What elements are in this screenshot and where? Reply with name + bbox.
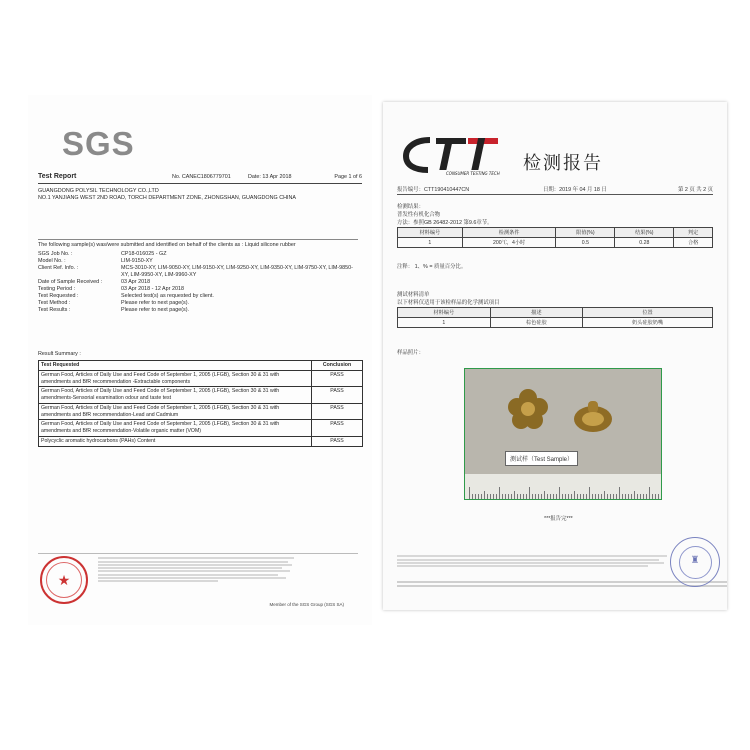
photo-label: 样品照片： xyxy=(397,350,424,356)
field-row xyxy=(38,265,358,279)
ruler-tick xyxy=(634,491,635,499)
ruler-tick xyxy=(622,494,623,499)
ruler-tick xyxy=(568,494,569,499)
star-icon: ★ xyxy=(57,571,71,588)
client-address: NO.1 YANJIANG WEST 2ND ROAD, TORCH DEPARTMENT ZONE, ZHONGSHAN, GUANGDONG CHINA xyxy=(38,195,296,202)
ruler-tick xyxy=(613,494,614,499)
field-row xyxy=(38,286,358,293)
ctt-logo xyxy=(400,134,510,178)
field-row xyxy=(38,293,358,300)
ruler-tick xyxy=(580,494,581,499)
table-cell: 0.5 xyxy=(556,238,615,248)
test-requested-cell: Polycyclic aromatic hydrocarbons (PAHs) Content xyxy=(39,436,312,446)
table-row xyxy=(398,318,713,328)
field-label: Test Results : xyxy=(38,307,71,314)
table-header-cell: 判定 xyxy=(674,228,713,238)
table-cell: 合格 xyxy=(674,238,713,248)
ruler-tick xyxy=(592,494,593,499)
ruler-tick xyxy=(487,494,488,499)
field-value: MCS-3010-XY, LIM-9050-XY, LIM-9150-XY, LIM-9250-XY, LIM-9350-XY, LIM-9750-XY, LIM-9850-XY, LIM-9950-XY, LIM-9960-XY xyxy=(121,265,353,279)
conclusion-cell: PASS xyxy=(312,403,363,420)
ruler-tick xyxy=(652,494,653,499)
material-table xyxy=(397,307,713,328)
ruler-tick xyxy=(586,494,587,499)
ruler-tick xyxy=(544,491,545,499)
ruler-tick xyxy=(559,487,560,499)
table-header-cell: 结果(%) xyxy=(615,228,674,238)
conclusion-cell: PASS xyxy=(312,420,363,437)
ruler-tick xyxy=(529,487,530,499)
ruler-tick xyxy=(502,494,503,499)
report-title-cn: 检测报告 xyxy=(523,153,603,174)
result-label: 检测结果： xyxy=(397,204,424,210)
ruler-tick xyxy=(469,487,470,499)
client-address-block xyxy=(38,188,348,202)
table-header-cell: 描述 xyxy=(490,308,583,318)
table-cell: 1 xyxy=(398,238,463,248)
conclusion-cell: PASS xyxy=(312,387,363,404)
report-meta xyxy=(397,185,713,195)
ruler-tick xyxy=(493,494,494,499)
ruler-tick xyxy=(562,494,563,499)
field-row xyxy=(38,279,358,286)
ruler-tick xyxy=(640,494,641,499)
ruler-tick xyxy=(577,494,578,499)
result-summary-table xyxy=(38,360,363,447)
report-date: 日期：2019 年 04 月 18 日 xyxy=(543,187,607,193)
terms-fine-print xyxy=(98,556,298,584)
sgs-test-report-page xyxy=(28,95,372,625)
ctt-brand-subtitle: CONSUMER TESTING TECH xyxy=(446,171,500,176)
test-method: 方法：参照GB 26482-2012 第9.6章节。 xyxy=(397,220,493,226)
field-row xyxy=(38,251,358,258)
ruler-tick xyxy=(616,494,617,499)
measurement-ruler xyxy=(465,474,661,499)
field-value: Selected test(s) as requested by client. xyxy=(121,293,214,300)
field-label: Test Requested : xyxy=(38,293,79,300)
ruler-tick xyxy=(607,494,608,499)
ruler-tick xyxy=(523,494,524,499)
seal-emblem-icon: ♜ xyxy=(690,555,700,566)
ctt-fine-print xyxy=(397,554,667,568)
material-list-title: 测试材料清单 xyxy=(397,292,430,298)
ruler-tick xyxy=(511,494,512,499)
ruler-tick xyxy=(505,494,506,499)
field-value: 03 Apr 2018 - 12 Apr 2018 xyxy=(121,286,184,293)
inspection-seal-stamp xyxy=(40,556,88,604)
note: 注释： 1、% = 质量百分比。 xyxy=(397,264,467,270)
ruler-tick xyxy=(499,487,500,499)
test-requested-cell: German Food, Articles of Daily Use and Feed Code of September 1, 2005 (LFGB), Section 30 & 31 with amendments and BfR recommendation -Extractable components xyxy=(39,370,312,387)
table-header-cell: 位置 xyxy=(583,308,713,318)
report-number: No. CANEC1806779701 xyxy=(172,174,231,180)
sgs-logo: SGS xyxy=(62,125,135,162)
client-company: GUANGDONG POLYSIL TECHNOLOGY CO.,LTD xyxy=(38,188,159,194)
ruler-tick xyxy=(595,494,596,499)
ruler-tick xyxy=(574,491,575,499)
ruler-tick xyxy=(490,494,491,499)
ruler-tick xyxy=(604,491,605,499)
ruler-tick xyxy=(547,494,548,499)
report-title: Test Report xyxy=(38,173,77,180)
table-row xyxy=(39,436,363,446)
report-page: Page 1 of 6 xyxy=(334,174,362,180)
table-row xyxy=(39,403,363,420)
ruler-tick xyxy=(643,494,644,499)
table-row xyxy=(39,420,363,437)
table-header-cell: 材料编号 xyxy=(398,308,491,318)
col-test-requested: Test Requested xyxy=(39,361,312,371)
field-row xyxy=(38,300,358,307)
table-cell: 0.28 xyxy=(615,238,674,248)
table-header-cell: 材料编号 xyxy=(398,228,463,238)
ruler-tick xyxy=(541,494,542,499)
ruler-tick xyxy=(535,494,536,499)
field-label: Testing Period : xyxy=(38,286,76,293)
ruler-tick xyxy=(496,494,497,499)
ruler-tick xyxy=(619,487,620,499)
report-date: Date: 13 Apr 2018 xyxy=(248,174,292,180)
field-value: CP18-016025 - GZ xyxy=(121,251,167,257)
ruler-tick xyxy=(625,494,626,499)
field-label: SGS Job No. : xyxy=(38,251,73,257)
table-header-cell: 检测条件 xyxy=(462,228,556,238)
field-row xyxy=(38,307,358,314)
report-header xyxy=(38,172,362,184)
ruler-tick xyxy=(550,494,551,499)
report-fields xyxy=(38,251,358,314)
field-value: Please refer to next page(s). xyxy=(121,307,190,314)
field-value: 03 Apr 2018 xyxy=(121,279,151,286)
table-row xyxy=(398,238,713,248)
table-row xyxy=(39,370,363,387)
result-table xyxy=(397,227,713,248)
table-header-row xyxy=(398,228,713,238)
test-item: 普发性有机化合物 xyxy=(397,212,441,218)
ruler-tick xyxy=(556,494,557,499)
ruler-tick xyxy=(655,494,656,499)
ruler-tick xyxy=(508,494,509,499)
sample-photo xyxy=(464,368,662,500)
report-footer xyxy=(38,553,358,612)
test-requested-cell: German Food, Articles of Daily Use and Feed Code of September 1, 2005 (LFGB), Section 30 & 31 with amendments and BfR recommendation-Volatile organic matter (VOM) xyxy=(39,420,312,437)
sample-intro: The following sample(s) was/were submitted and identified on behalf of the clients as : Liquid silicone rubber xyxy=(38,239,358,249)
ruler-tick xyxy=(589,487,590,499)
ruler-tick xyxy=(637,494,638,499)
field-label: Date of Sample Received : xyxy=(38,279,103,286)
ruler-tick xyxy=(628,494,629,499)
ruler-tick xyxy=(475,494,476,499)
ruler-tick xyxy=(598,494,599,499)
table-cell: 1 xyxy=(398,318,491,328)
col-conclusion: Conclusion xyxy=(312,361,363,371)
conclusion-cell: PASS xyxy=(312,370,363,387)
ruler-tick xyxy=(526,494,527,499)
table-header-row xyxy=(398,308,713,318)
ruler-tick xyxy=(538,494,539,499)
field-value: LIM-9150-XY xyxy=(121,258,153,265)
ruler-tick xyxy=(514,491,515,499)
ruler-tick xyxy=(646,494,647,499)
report-number: 报告编号：CTT190410447CN xyxy=(397,187,470,193)
report-end-mark: ***报告完*** xyxy=(544,516,573,522)
ctt-test-report-page xyxy=(383,102,727,610)
table-cell: 棕色硅胶 xyxy=(490,318,583,328)
field-row xyxy=(38,258,358,265)
table-cell: 200℃，4小时 xyxy=(462,238,556,248)
ruler-tick xyxy=(601,494,602,499)
ruler-tick xyxy=(649,487,650,499)
field-label: Client Ref. Info. : xyxy=(38,265,79,272)
table-header-cell: 限值(%) xyxy=(556,228,615,238)
ruler-tick xyxy=(583,494,584,499)
sgs-member-note: Member of the SGS Group (SGS SA) xyxy=(269,602,344,608)
report-page: 第 2 页 共 2 页 xyxy=(677,187,713,193)
ruler-tick xyxy=(532,494,533,499)
test-requested-cell: German Food, Articles of Daily Use and Feed Code of September 1, 2005 (LFGB), Section 30 & 31 with amendments and BfR recommendation-Lead and Cadmium xyxy=(39,403,312,420)
official-seal-stamp xyxy=(670,537,720,587)
ruler-tick xyxy=(571,494,572,499)
field-label: Model No. : xyxy=(38,258,66,265)
table-cell: 奶头硅胶奶嘴 xyxy=(583,318,713,328)
ruler-tick xyxy=(631,494,632,499)
ruler-tick xyxy=(520,494,521,499)
ruler-tick xyxy=(478,494,479,499)
ruler-tick xyxy=(565,494,566,499)
table-row xyxy=(39,387,363,404)
conclusion-cell: PASS xyxy=(312,436,363,446)
ruler-tick xyxy=(658,494,659,499)
field-label: Test Method : xyxy=(38,300,71,307)
ruler-tick xyxy=(472,494,473,499)
material-list-desc: 以下材料仅适用于该检样品的化学测试项目 xyxy=(397,300,500,306)
ruler-tick xyxy=(553,494,554,499)
field-value: Please refer to next page(s). xyxy=(121,300,190,307)
test-requested-cell: German Food, Articles of Daily Use and Feed Code of September 1, 2005 (LFGB), Section 30 & 31 with amendments-Sensorial examination odour and taste test xyxy=(39,387,312,404)
ruler-tick xyxy=(517,494,518,499)
ruler-tick xyxy=(481,494,482,499)
ruler-tick xyxy=(610,494,611,499)
table-header-row xyxy=(39,361,363,371)
sample-label: 测试样（Test Sample） xyxy=(505,451,578,466)
ruler-tick xyxy=(484,491,485,499)
result-summary-label: Result Summary : xyxy=(38,351,81,357)
ctt-footer-contact xyxy=(397,580,727,588)
